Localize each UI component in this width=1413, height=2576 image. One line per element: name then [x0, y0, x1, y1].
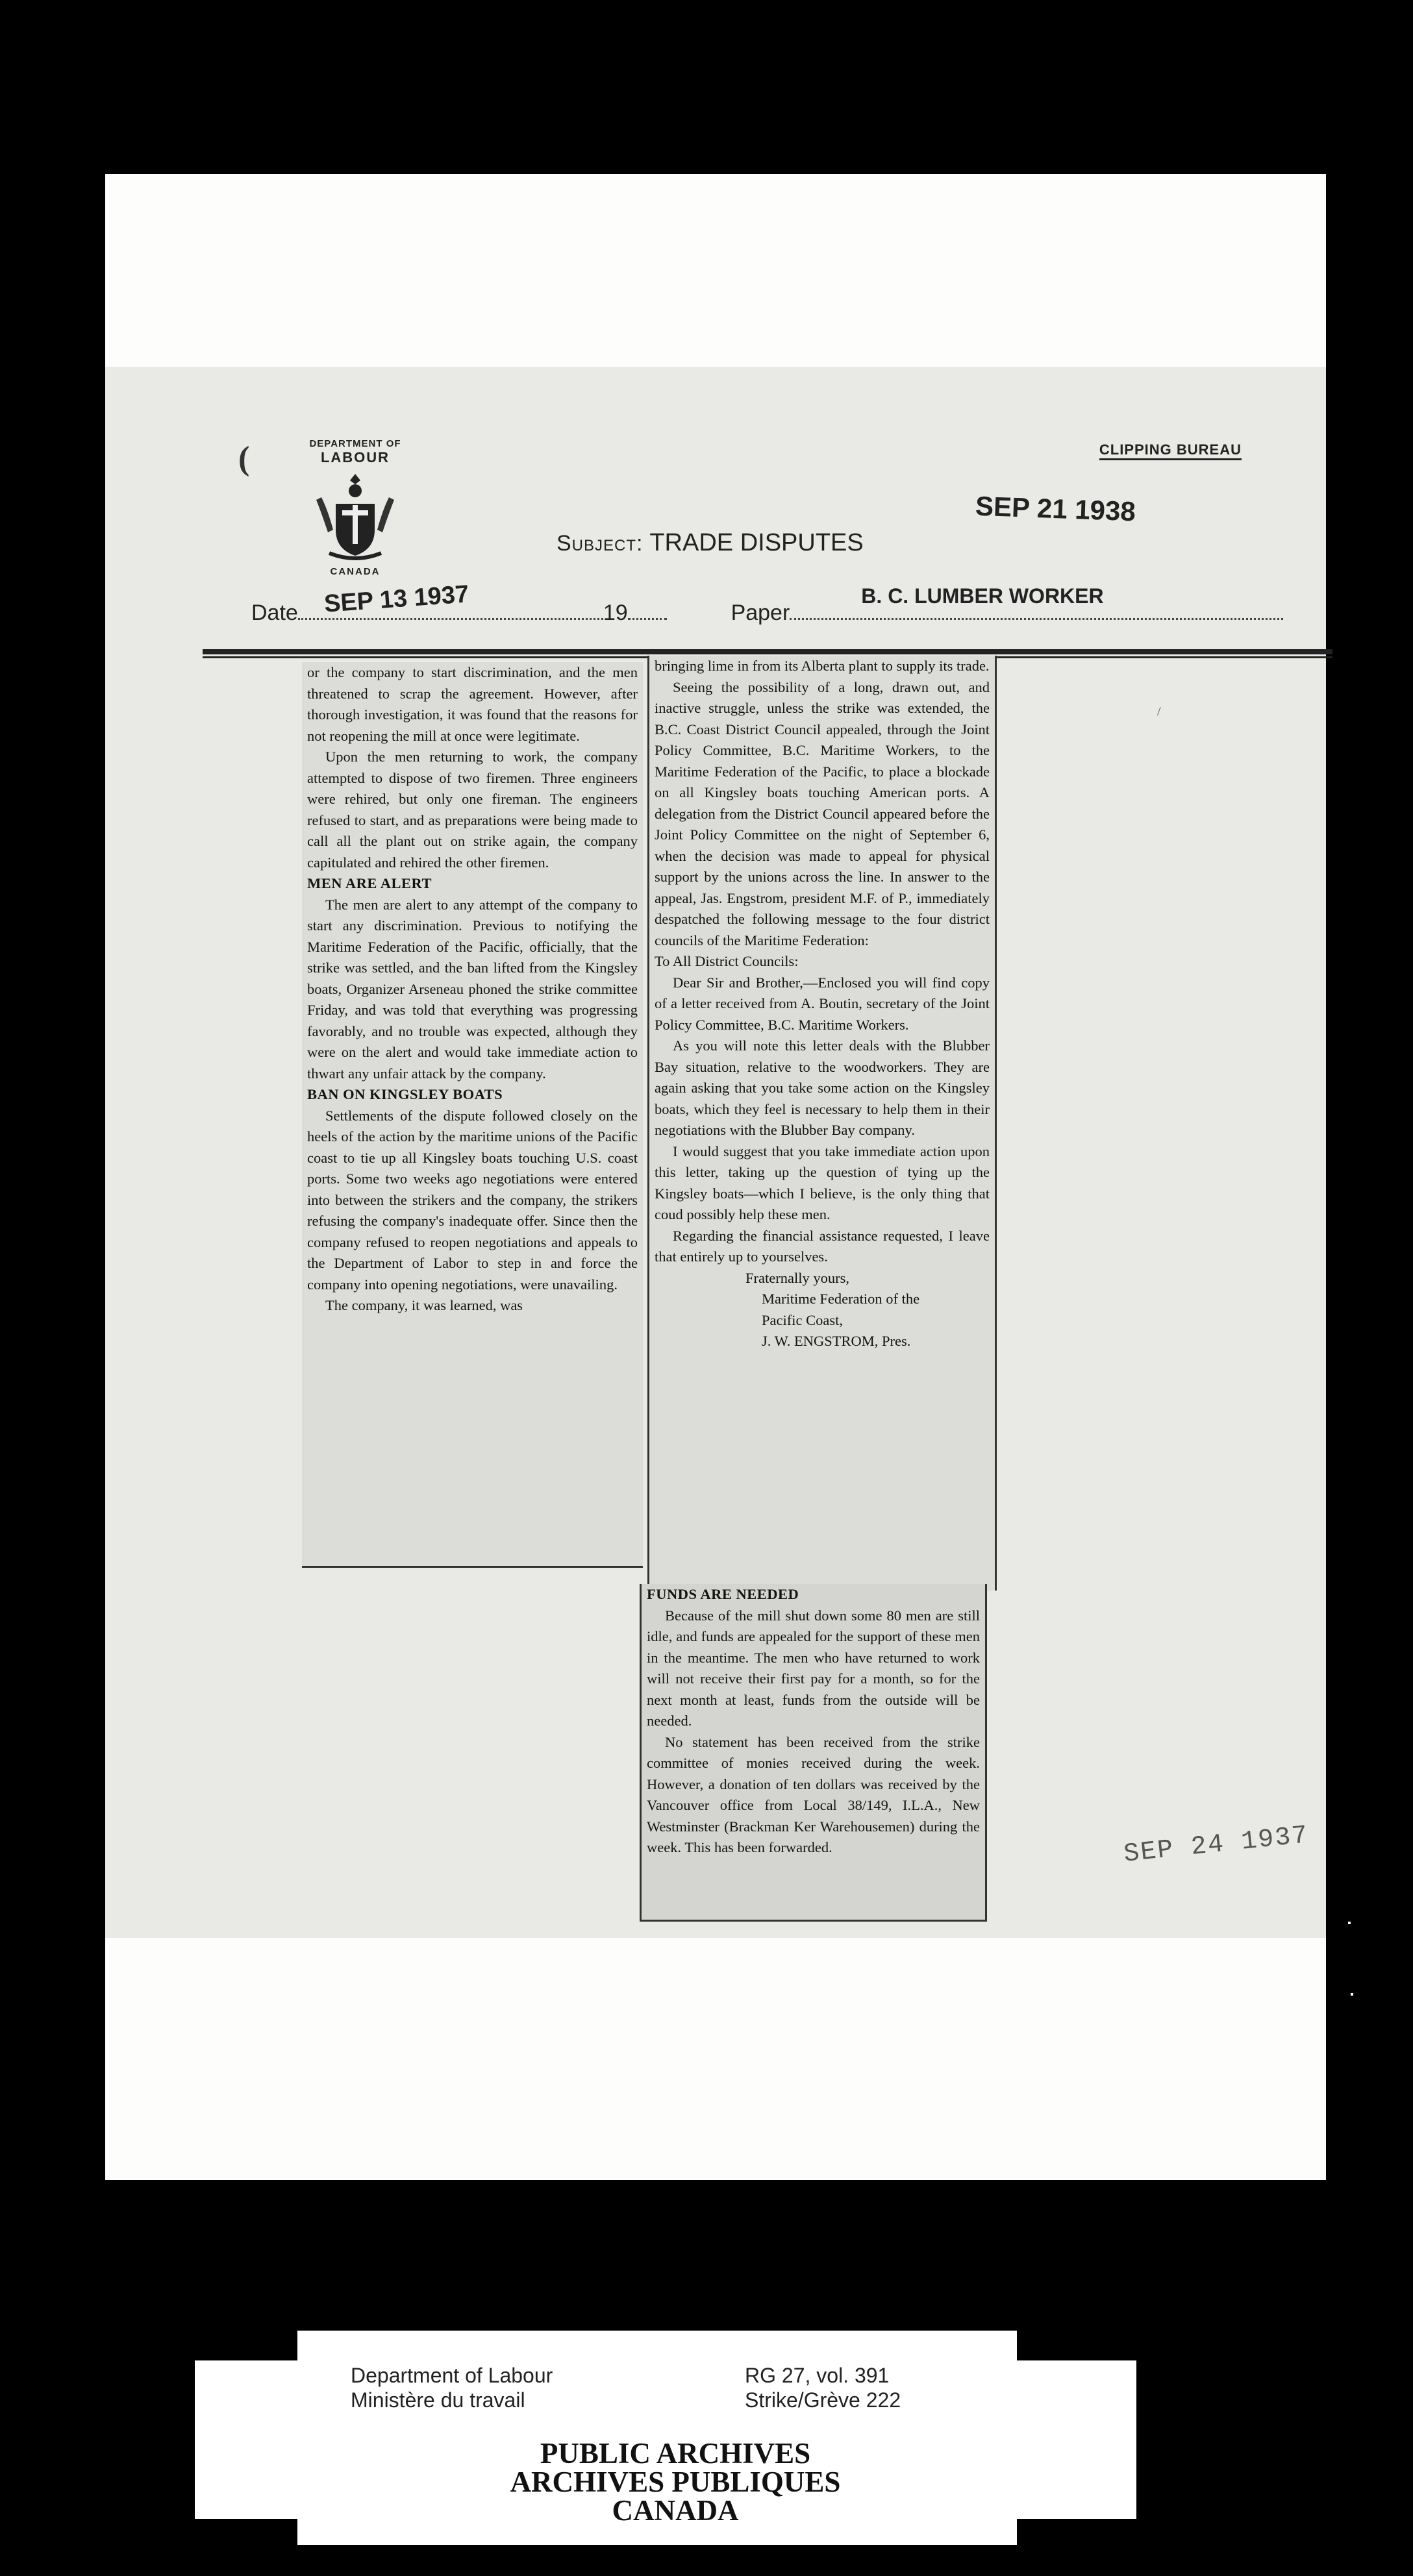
date-suffix: 19 — [603, 601, 628, 625]
label-rg-volume: RG 27, vol. 391 — [745, 2364, 890, 2387]
col2-paragraph: Seeing the possibility of a long, drawn out, and inactive struggle, unless the strike was extended, the B.C. Coast District Council appealed, through the Joint Policy Committee, B.C. Maritime Workers, to the Maritime Federation of the Pacific, to place a blockade on all Kingsley boats touching American ports. A delegation from the District Council appeared before the Joint Policy Committee on the night of September 6, when the decision was made to appeal for physical support by the unions across the line. In answer to the appeal, Jas. Engstrom, president M.F. of P., immediately despatched the following message to the four district councils of the Maritime Federation: — [655, 678, 990, 948]
col1-paragraph: The men are alert to any attempt of the company to start any discrimination. Previous to notifying the Maritime Federation of the Pacific, officially, that the strike was settled, and the ban lifted from the Kingsley boats, Organizer Arseneau phoned the strike committee Friday, and was told that everything was progressing favorably, and no trouble was expected, although they were on the alert and would take immediate action to thwart any unfair attack by the company. — [307, 896, 638, 1082]
col1-subhead-ban-on-kingsley-boats: BAN ON KINGSLEY BOATS — [307, 1086, 503, 1102]
col1-paragraph: or the company to start discrimination, and the men threatened to scrap the agreement. However, after thorough investigation, it was found that the reasons for not reopening the mill at once were legitimate. — [307, 664, 638, 744]
subject-line — [556, 529, 864, 557]
archive-label-reference — [745, 2363, 901, 2412]
subject-label: Subject: — [556, 531, 644, 556]
archives-line-canada: CANADA — [612, 2494, 739, 2527]
label-dept-fr: Ministère du travail — [351, 2388, 525, 2412]
col2-signature-line: Maritime Federation of the — [762, 1291, 920, 1307]
col1-paragraph: The company, it was learned, was — [325, 1297, 523, 1313]
dept-line2: LABOUR — [320, 449, 390, 465]
subject-value: TRADE DISPUTES — [649, 529, 864, 556]
paper-field — [790, 584, 1283, 620]
col2-signature-line: J. W. ENGSTROM, Pres. — [762, 1333, 911, 1349]
label-dept-en: Department of Labour — [351, 2364, 553, 2387]
article-column-1 — [302, 662, 643, 1568]
header-rule-thick — [203, 649, 1332, 654]
coat-of-arms-icon — [316, 471, 394, 562]
department-logo — [290, 438, 420, 577]
col1-paragraph: Settlements of the dispute followed closely on the heels of the action by the maritime unions of the Pacific coast to tie up all Kingsley boats touching U.S. coast ports. Some two weeks ago negotiations were entered into between the strikers and the company, the strikers refusing the company's inadequate offer. Since then the company refused to reopen negotiations and appeals to the Department of Labor to step in and force the company into opening negotiations, were unavailing. — [307, 1107, 638, 1293]
col2-salutation: To All District Councils: — [655, 953, 799, 969]
stamp-top: SEP 21 1938 — [975, 490, 1136, 527]
date-field — [298, 580, 603, 620]
received-stamp: SEP 24 1937 — [1122, 1821, 1310, 1870]
dept-line1: DEPARTMENT OF — [309, 438, 401, 449]
col2-paragraph: bringing lime in from its Alberta plant to supply its trade. — [655, 658, 990, 674]
col2-paragraph: Regarding the financial assistance requested, I leave that entirely up to yourselves. — [655, 1227, 990, 1265]
archives-title — [364, 2439, 987, 2525]
archives-line-en: PUBLIC ARCHIVES — [540, 2437, 811, 2470]
dept-line3: CANADA — [330, 566, 381, 577]
date-label: Date — [251, 601, 298, 625]
col3-subhead-funds-are-needed: FUNDS ARE NEEDED — [647, 1586, 799, 1602]
date-paper-row — [251, 580, 1342, 633]
col2-signature-line: Fraternally yours, — [745, 1269, 849, 1286]
col3-paragraph: Because of the mill shut down some 80 men are still idle, and funds are appealed for the support of these men in the meantime. The men who have returned to work will not receive their first pay for a month, so for the next month at least, funds from the outside will be needed. — [647, 1607, 980, 1729]
article-column-2 — [647, 656, 997, 1591]
label-strike-number: Strike/Grève 222 — [745, 2388, 901, 2412]
col3-paragraph: No statement has been received from the strike committee of monies received during the week. However, a donation of ten dollars was received by the Vancouver office from Local 38/149, I.L.A., New Westminster (Brackman Ker Warehousemen) during the week. This has been forwarded. — [647, 1733, 980, 1855]
date-stamp: SEP 13 1937 — [323, 580, 470, 618]
film-speck — [1351, 1993, 1353, 1996]
col2-paragraph: As you will note this letter deals with the Blubber Bay situation, relative to the woodworkers. They are again asking that you take some action on the Kingsley boats, which they feel is necessary to help them in their negotiations with the Blubber Bay company. — [655, 1037, 990, 1138]
article-column-3 — [640, 1584, 987, 1922]
col2-signature-line: Pacific Coast, — [762, 1311, 843, 1328]
pencil-mark: / — [1157, 704, 1161, 719]
clipping-bureau-label: CLIPPING BUREAU — [1099, 441, 1242, 460]
corner-mark: ( — [238, 440, 250, 477]
year-field — [628, 602, 667, 620]
paper-label: Paper — [731, 601, 790, 625]
col2-paragraph: Dear Sir and Brother,—Enclosed you will find copy of a letter received from A. Boutin, secretary of the Joint Policy Committee, B.C. Maritime Workers. — [655, 974, 990, 1033]
paper-value: B. C. LUMBER WORKER — [861, 584, 1104, 608]
col1-paragraph: Upon the men returning to work, the company attempted to dispose of two firemen. Three engineers were rehired, but only one fireman. The engineers refused to start, and as preparations were being made to call all the plant out on strike again, the company capitulated and rehired the other firemen. — [307, 749, 638, 871]
col1-subhead-men-are-alert: MEN ARE ALERT — [307, 875, 432, 891]
archives-line-fr: ARCHIVES PUBLIQUES — [510, 2466, 841, 2498]
archive-label-department — [351, 2363, 553, 2412]
film-speck — [1348, 1922, 1351, 1924]
col2-paragraph: I would suggest that you take immediate action upon this letter, taking up the question of tying up the Kingsley boats—which I believe, is the only thing that coud possibly help these men. — [655, 1143, 990, 1222]
